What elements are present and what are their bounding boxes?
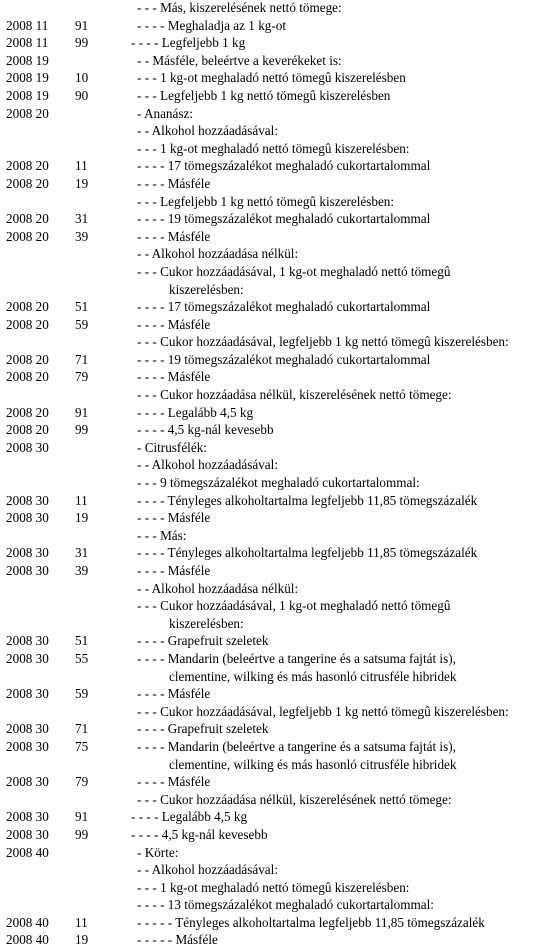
tariff-line xyxy=(0,897,551,915)
product-description: - - - - 19 tömegszázalékot meghaladó cukortartalommal xyxy=(137,351,431,367)
tariff-line xyxy=(0,334,551,352)
product-description: - - Alkohol hozzáadásával: xyxy=(137,457,278,473)
tariff-line xyxy=(0,510,551,528)
cn-code-subheading: 79 xyxy=(75,369,89,385)
cn-code-subheading: 99 xyxy=(75,35,89,51)
cn-code-heading: 2008 40 xyxy=(6,914,49,930)
tariff-line xyxy=(0,0,551,18)
product-description: - - - - Legalább 4,5 kg xyxy=(131,809,248,825)
tariff-line xyxy=(0,669,551,687)
cn-code-heading: 2008 19 xyxy=(6,52,49,68)
tariff-line xyxy=(0,704,551,722)
product-description: - - - Legfeljebb 1 kg nettó tömegû kiszerelésben xyxy=(137,87,391,103)
tariff-line xyxy=(0,70,551,88)
tariff-line xyxy=(0,123,551,141)
cn-code-subheading: 19 xyxy=(75,175,89,191)
cn-code-heading: 2008 30 xyxy=(6,686,49,702)
product-description: - Citrusfélék: xyxy=(137,439,207,455)
cn-code-heading: 2008 30 xyxy=(6,510,49,526)
product-description: kiszerelésben: xyxy=(169,615,244,631)
tariff-line xyxy=(0,440,551,458)
tariff-line xyxy=(0,369,551,387)
cn-code-heading: 2008 11 xyxy=(6,17,49,33)
tariff-line xyxy=(0,53,551,71)
tariff-line xyxy=(0,158,551,176)
product-description: - - - Cukor hozzáadásával, 1 kg-ot meghaladó nettó tömegû xyxy=(137,598,451,614)
cn-code-subheading: 51 xyxy=(75,299,89,315)
cn-code-subheading: 11 xyxy=(75,492,88,508)
cn-code-heading: 2008 30 xyxy=(6,633,49,649)
tariff-line xyxy=(0,880,551,898)
product-description: - - - Cukor hozzáadásával, legfeljebb 1 kg nettó tömegû kiszerelésben: xyxy=(137,334,509,350)
tariff-line xyxy=(0,18,551,36)
cn-code-subheading: 79 xyxy=(75,774,89,790)
tariff-line xyxy=(0,299,551,317)
tariff-line xyxy=(0,317,551,335)
product-description: - - - - Grapefruit szeletek xyxy=(137,721,269,737)
tariff-line xyxy=(0,932,551,950)
cn-code-heading: 2008 20 xyxy=(6,228,49,244)
product-description: - - Alkohol hozzáadásával: xyxy=(137,123,278,139)
cn-code-subheading: 91 xyxy=(75,809,89,825)
tariff-line xyxy=(0,545,551,563)
cn-code-subheading: 11 xyxy=(75,158,88,174)
cn-code-heading: 2008 30 xyxy=(6,826,49,842)
tariff-line xyxy=(0,246,551,264)
cn-code-subheading: 19 xyxy=(75,510,89,526)
cn-code-subheading: 90 xyxy=(75,87,89,103)
tariff-line xyxy=(0,774,551,792)
product-description: - - Alkohol hozzáadásával: xyxy=(137,862,278,878)
cn-code-heading: 2008 30 xyxy=(6,650,49,666)
product-description: - - - - - Tényleges alkoholtartalma legfeljebb 11,85 tömegszázalék xyxy=(137,914,485,930)
cn-code-heading: 2008 30 xyxy=(6,774,49,790)
product-description: - - - - 4,5 kg-nál kevesebb xyxy=(131,826,268,842)
product-description: - - - - Másféle xyxy=(137,563,211,578)
product-description: - - - Legfeljebb 1 kg nettó tömegû kiszerelésben: xyxy=(137,193,395,209)
product-description: - - - Cukor hozzáadása nélkül, kiszerelésének nettó tömege: xyxy=(137,387,452,403)
tariff-line xyxy=(0,633,551,651)
tariff-line xyxy=(0,739,551,757)
cn-code-subheading: 39 xyxy=(75,228,89,244)
product-description: clementine, wilking és más hasonló citrusféle hibridek xyxy=(169,668,457,684)
product-description: - - - - 13 tömegszázalékot meghaladó cukortartalommal: xyxy=(137,897,434,913)
cn-code-subheading: 99 xyxy=(75,422,89,438)
tariff-line xyxy=(0,827,551,845)
product-description: - - - - - Másféle xyxy=(137,932,218,948)
tariff-line xyxy=(0,616,551,634)
product-description: - - - - Mandarin (beleértve a tangerine és a satsuma fajtát is), xyxy=(137,650,456,666)
cn-code-heading: 2008 20 xyxy=(6,211,49,227)
product-description: - - - - Tényleges alkoholtartalma legfeljebb 11,85 tömegszázalék xyxy=(137,545,478,561)
tariff-line xyxy=(0,35,551,53)
cn-code-subheading: 39 xyxy=(75,563,89,578)
cn-code-heading: 2008 20 xyxy=(6,404,49,420)
cn-code-heading: 2008 20 xyxy=(6,316,49,332)
cn-code-subheading: 11 xyxy=(75,914,88,930)
product-description: - - - Cukor hozzáadásával, legfeljebb 1 kg nettó tömegû kiszerelésben: xyxy=(137,703,509,719)
cn-code-heading: 2008 40 xyxy=(6,932,49,948)
tariff-line xyxy=(0,264,551,282)
product-description: - - Alkohol hozzáadása nélkül: xyxy=(137,580,299,596)
cn-code-heading: 2008 20 xyxy=(6,351,49,367)
cn-code-subheading: 31 xyxy=(75,545,89,561)
cn-code-heading: 2008 11 xyxy=(6,35,49,51)
product-description: - - Másféle, beleértve a keverékeket is: xyxy=(137,52,342,68)
tariff-line xyxy=(0,862,551,880)
tariff-line xyxy=(0,88,551,106)
cn-code-heading: 2008 30 xyxy=(6,439,49,455)
tariff-line xyxy=(0,845,551,863)
cn-code-heading: 2008 19 xyxy=(6,70,49,86)
tariff-line xyxy=(0,686,551,704)
cn-code-heading: 2008 30 xyxy=(6,492,49,508)
product-description: - - - - Másféle xyxy=(137,369,211,385)
product-description: - - - - Másféle xyxy=(137,316,211,332)
product-description: - - - - Másféle xyxy=(137,774,211,790)
product-description: - - - - 17 tömegszázalékot meghaladó cukortartalommal xyxy=(137,158,431,174)
product-description: - - - 1 kg-ot meghaladó nettó tömegû kiszerelésben: xyxy=(137,879,410,895)
tariff-line xyxy=(0,493,551,511)
cn-code-heading: 2008 30 xyxy=(6,563,49,578)
product-description: - - - - Meghaladja az 1 kg-ot xyxy=(137,17,287,33)
cn-code-heading: 2008 30 xyxy=(6,809,49,825)
cn-code-subheading: 91 xyxy=(75,17,89,33)
product-description: - - - 9 tömegszázalékot meghaladó cukortartalommal: xyxy=(137,475,420,491)
product-description: - - Alkohol hozzáadása nélkül: xyxy=(137,246,299,262)
tariff-line xyxy=(0,598,551,616)
product-description: - - - - Mandarin (beleértve a tangerine és a satsuma fajtát is), xyxy=(137,738,456,754)
cn-code-subheading: 71 xyxy=(75,721,89,737)
cn-code-heading: 2008 40 xyxy=(6,844,49,860)
cn-code-heading: 2008 20 xyxy=(6,369,49,385)
cn-code-heading: 2008 20 xyxy=(6,299,49,315)
product-description: - - - Cukor hozzáadása nélkül, kiszerelésének nettó tömege: xyxy=(137,791,452,807)
product-description: clementine, wilking és más hasonló citrusféle hibridek xyxy=(169,756,457,772)
tariff-line xyxy=(0,405,551,423)
cn-code-subheading: 75 xyxy=(75,738,89,754)
product-description: - - - - 19 tömegszázalékot meghaladó cukortartalommal xyxy=(137,211,431,227)
cn-code-heading: 2008 30 xyxy=(6,738,49,754)
product-description: - - - Más: xyxy=(137,527,187,543)
cn-code-subheading: 10 xyxy=(75,70,89,86)
cn-code-subheading: 19 xyxy=(75,932,89,948)
cn-code-heading: 2008 20 xyxy=(6,175,49,191)
cn-code-heading: 2008 20 xyxy=(6,422,49,438)
product-description: - - - - Grapefruit szeletek xyxy=(137,633,269,649)
tariff-line xyxy=(0,352,551,370)
cn-code-heading: 2008 30 xyxy=(6,545,49,561)
product-description: - - - - Másféle xyxy=(137,228,211,244)
product-description: - - - - Legalább 4,5 kg xyxy=(137,404,254,420)
product-description: - - - 1 kg-ot meghaladó nettó tömegû kiszerelésben: xyxy=(137,140,410,156)
tariff-line xyxy=(0,211,551,229)
cn-code-subheading: 91 xyxy=(75,404,89,420)
cn-code-heading: 2008 20 xyxy=(6,158,49,174)
product-description: - - - - Másféle xyxy=(137,510,211,526)
cn-code-subheading: 31 xyxy=(75,211,89,227)
tariff-line xyxy=(0,229,551,247)
tariff-line xyxy=(0,141,551,159)
tariff-line xyxy=(0,651,551,669)
cn-code-subheading: 59 xyxy=(75,686,89,702)
tariff-line xyxy=(0,387,551,405)
product-description: - - - - Másféle xyxy=(137,175,211,191)
cn-code-heading: 2008 20 xyxy=(6,105,49,121)
product-description: - - - - Tényleges alkoholtartalma legfeljebb 11,85 tömegszázalék xyxy=(137,492,478,508)
cn-code-subheading: 71 xyxy=(75,351,89,367)
tariff-line xyxy=(0,475,551,493)
product-description: kiszerelésben: xyxy=(169,281,244,297)
tariff-line xyxy=(0,809,551,827)
cn-code-subheading: 55 xyxy=(75,650,89,666)
product-description: - - - - Legfeljebb 1 kg xyxy=(131,35,246,51)
tariff-line xyxy=(0,528,551,546)
tariff-line xyxy=(0,176,551,194)
tariff-line xyxy=(0,757,551,775)
tariff-line xyxy=(0,282,551,300)
cn-code-subheading: 51 xyxy=(75,633,89,649)
product-description: - Körte: xyxy=(137,844,179,860)
tariff-line xyxy=(0,581,551,599)
cn-code-heading: 2008 19 xyxy=(6,87,49,103)
tariff-line xyxy=(0,721,551,739)
product-description: - - - - Másféle xyxy=(137,686,211,702)
product-description: - Ananász: xyxy=(137,105,194,121)
product-description: - - - 1 kg-ot meghaladó nettó tömegû kiszerelésben xyxy=(137,70,406,86)
cn-code-subheading: 59 xyxy=(75,316,89,332)
cn-code-subheading: 99 xyxy=(75,826,89,842)
product-description: - - - Más, kiszerelésének nettó tömege: xyxy=(137,0,342,15)
product-description: - - - - 17 tömegszázalékot meghaladó cukortartalommal xyxy=(137,299,431,315)
tariff-line xyxy=(0,563,551,581)
tariff-line xyxy=(0,792,551,810)
product-description: - - - Cukor hozzáadásával, 1 kg-ot meghaladó nettó tömegû xyxy=(137,263,451,279)
tariff-line xyxy=(0,194,551,212)
tariff-line xyxy=(0,422,551,440)
tariff-line xyxy=(0,106,551,124)
product-description: - - - - 4,5 kg-nál kevesebb xyxy=(137,422,274,438)
tariff-line xyxy=(0,457,551,475)
cn-code-heading: 2008 30 xyxy=(6,721,49,737)
